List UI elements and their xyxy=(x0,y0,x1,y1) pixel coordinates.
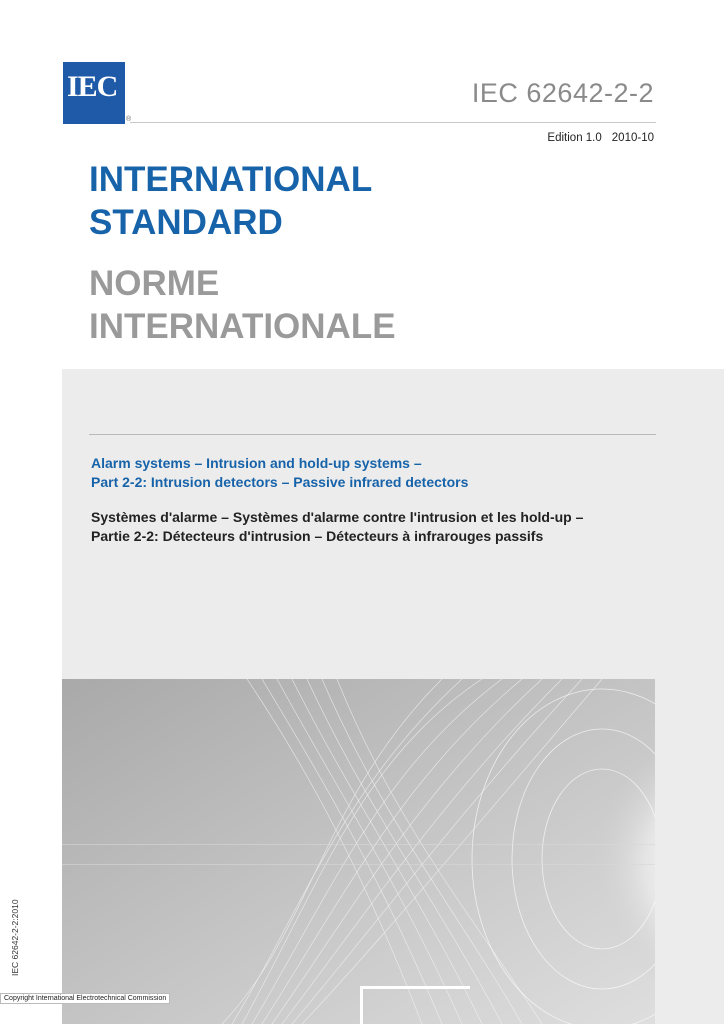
title-english-line1: INTERNATIONAL xyxy=(89,160,373,199)
edition-date: 2010-10 xyxy=(611,132,654,144)
subtitle-english-line1: Alarm systems – Intrusion and hold-up systems – xyxy=(91,455,422,471)
corner-marker xyxy=(360,986,470,1024)
title-french xyxy=(89,262,396,348)
title-french-line1: NORME xyxy=(89,264,220,303)
title-english-line2: STANDARD xyxy=(89,203,283,242)
copyright-notice: Copyright International Electrotechnical Commission xyxy=(0,993,170,1004)
edition-label: Edition 1.0 xyxy=(547,132,602,144)
title-english xyxy=(89,158,372,244)
iec-logo xyxy=(63,62,125,124)
cover-artwork xyxy=(62,679,655,1024)
header-divider xyxy=(130,122,656,123)
side-label: IEC 62642-2-2:2010 xyxy=(10,899,20,976)
edition-line xyxy=(537,132,654,144)
iec-logo-text: IEC xyxy=(67,70,118,103)
subtitle-english-line2: Part 2-2: Intrusion detectors – Passive infrared detectors xyxy=(91,474,469,490)
corner-marker-vertical xyxy=(360,986,363,1024)
corner-marker-horizontal xyxy=(360,986,470,989)
title-french-line2: INTERNATIONALE xyxy=(89,307,396,346)
wave-pattern-graphic xyxy=(62,679,655,1024)
subtitle-french-line2: Partie 2-2: Détecteurs d'intrusion – Détecteurs à infrarouges passifs xyxy=(91,528,544,544)
subtitle-divider xyxy=(89,434,656,435)
registered-mark: ® xyxy=(126,116,132,123)
subtitle-english xyxy=(91,454,468,492)
subtitle-french xyxy=(91,508,583,546)
subtitle-french-line1: Systèmes d'alarme – Systèmes d'alarme contre l'intrusion et les hold-up – xyxy=(91,509,584,525)
document-number: IEC 62642-2-2 xyxy=(471,78,654,108)
